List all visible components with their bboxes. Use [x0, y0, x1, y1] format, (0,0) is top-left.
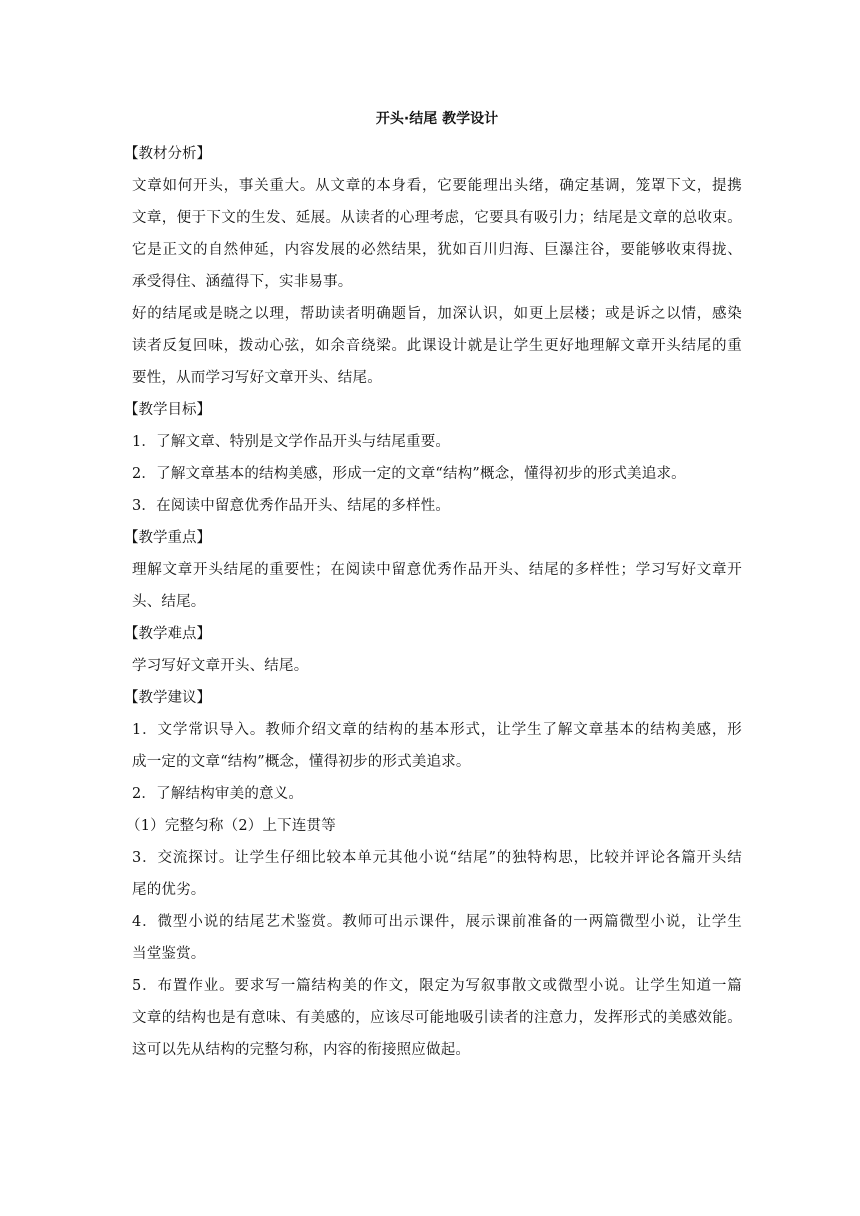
suggestion-line: 这可以先从结构的完整匀称，内容的衔接照应做起。	[132, 1042, 471, 1058]
analysis-line: 读者反复回味，拨动心弦，如余音绕梁。此课设计就是让学生更好地理解文章开头结尾的重	[132, 338, 742, 354]
suggestion-line: 当堂鉴赏。	[132, 946, 206, 962]
analysis-line: 要性，从而学习写好文章开头、结尾。	[132, 370, 382, 386]
document-title: 开头·结尾 教学设计	[375, 111, 499, 127]
section-heading-goals: 【教学目标】	[124, 402, 211, 418]
suggestion-line: 3．交流探讨。让学生仔细比较本单元其他小说“结尾”的独特构思，比较并评论各篇开头结	[132, 850, 742, 866]
key-point-line: 理解文章开头结尾的重要性；在阅读中留意优秀作品开头、结尾的多样性；学习写好文章开	[132, 562, 742, 578]
analysis-line: 承受得住、涵蕴得下，实非易事。	[132, 274, 353, 290]
goal-item: 1．了解文章、特别是文学作品开头与结尾重要。	[132, 434, 451, 450]
suggestion-line: 尾的优劣。	[132, 882, 206, 898]
suggestion-line: 文章的结构也是有意味、有美感的，应该尽可能地吸引读者的注意力，发挥形式的美感效能。	[132, 1010, 742, 1026]
goal-item: 3．在阅读中留意优秀作品开头、结尾的多样性。	[132, 498, 451, 514]
suggestion-line: 2．了解结构审美的意义。	[132, 786, 304, 802]
difficulty-line: 学习写好文章开头、结尾。	[132, 658, 309, 674]
section-heading-suggestions: 【教学建议】	[124, 690, 211, 706]
section-heading-key-points: 【教学重点】	[124, 530, 211, 546]
section-heading-difficulties: 【教学难点】	[124, 626, 211, 642]
suggestion-line: 5．布置作业。要求写一篇结构美的作文，限定为写叙事散文或微型小说。让学生知道一篇	[132, 978, 742, 994]
goal-item: 2．了解文章基本的结构美感，形成一定的文章“结构”概念，懂得初步的形式美追求。	[132, 466, 686, 482]
analysis-line: 文章，便于下文的生发、延展。从读者的心理考虑，它要具有吸引力；结尾是文章的总收束。	[132, 210, 742, 226]
analysis-line: 文章如何开头，事关重大。从文章的本身看，它要能理出头绪，确定基调，笼罩下文，提携	[132, 178, 742, 194]
suggestion-line: 成一定的文章“结构”概念，懂得初步的形式美追求。	[132, 754, 471, 770]
document-page	[124, 108, 742, 1066]
suggestion-line: 1．文学常识导入。教师介绍文章的结构的基本形式，让学生了解文章基本的结构美感，形	[132, 722, 742, 738]
section-heading-analysis: 【教材分析】	[124, 146, 211, 162]
analysis-line: 好的结尾或是晓之以理，帮助读者明确题旨，加深认识，如更上层楼；或是诉之以情，感染	[132, 306, 742, 322]
suggestion-line: （1）完整匀称（2）上下连贯等	[126, 818, 336, 834]
analysis-line: 它是正文的自然伸延，内容发展的必然结果，犹如百川归海、巨瀑注谷，要能够收束得拢、	[132, 242, 742, 258]
key-point-line: 头、结尾。	[132, 594, 206, 610]
suggestion-line: 4．微型小说的结尾艺术鉴赏。教师可出示课件，展示课前准备的一两篇微型小说，让学生	[132, 914, 742, 930]
